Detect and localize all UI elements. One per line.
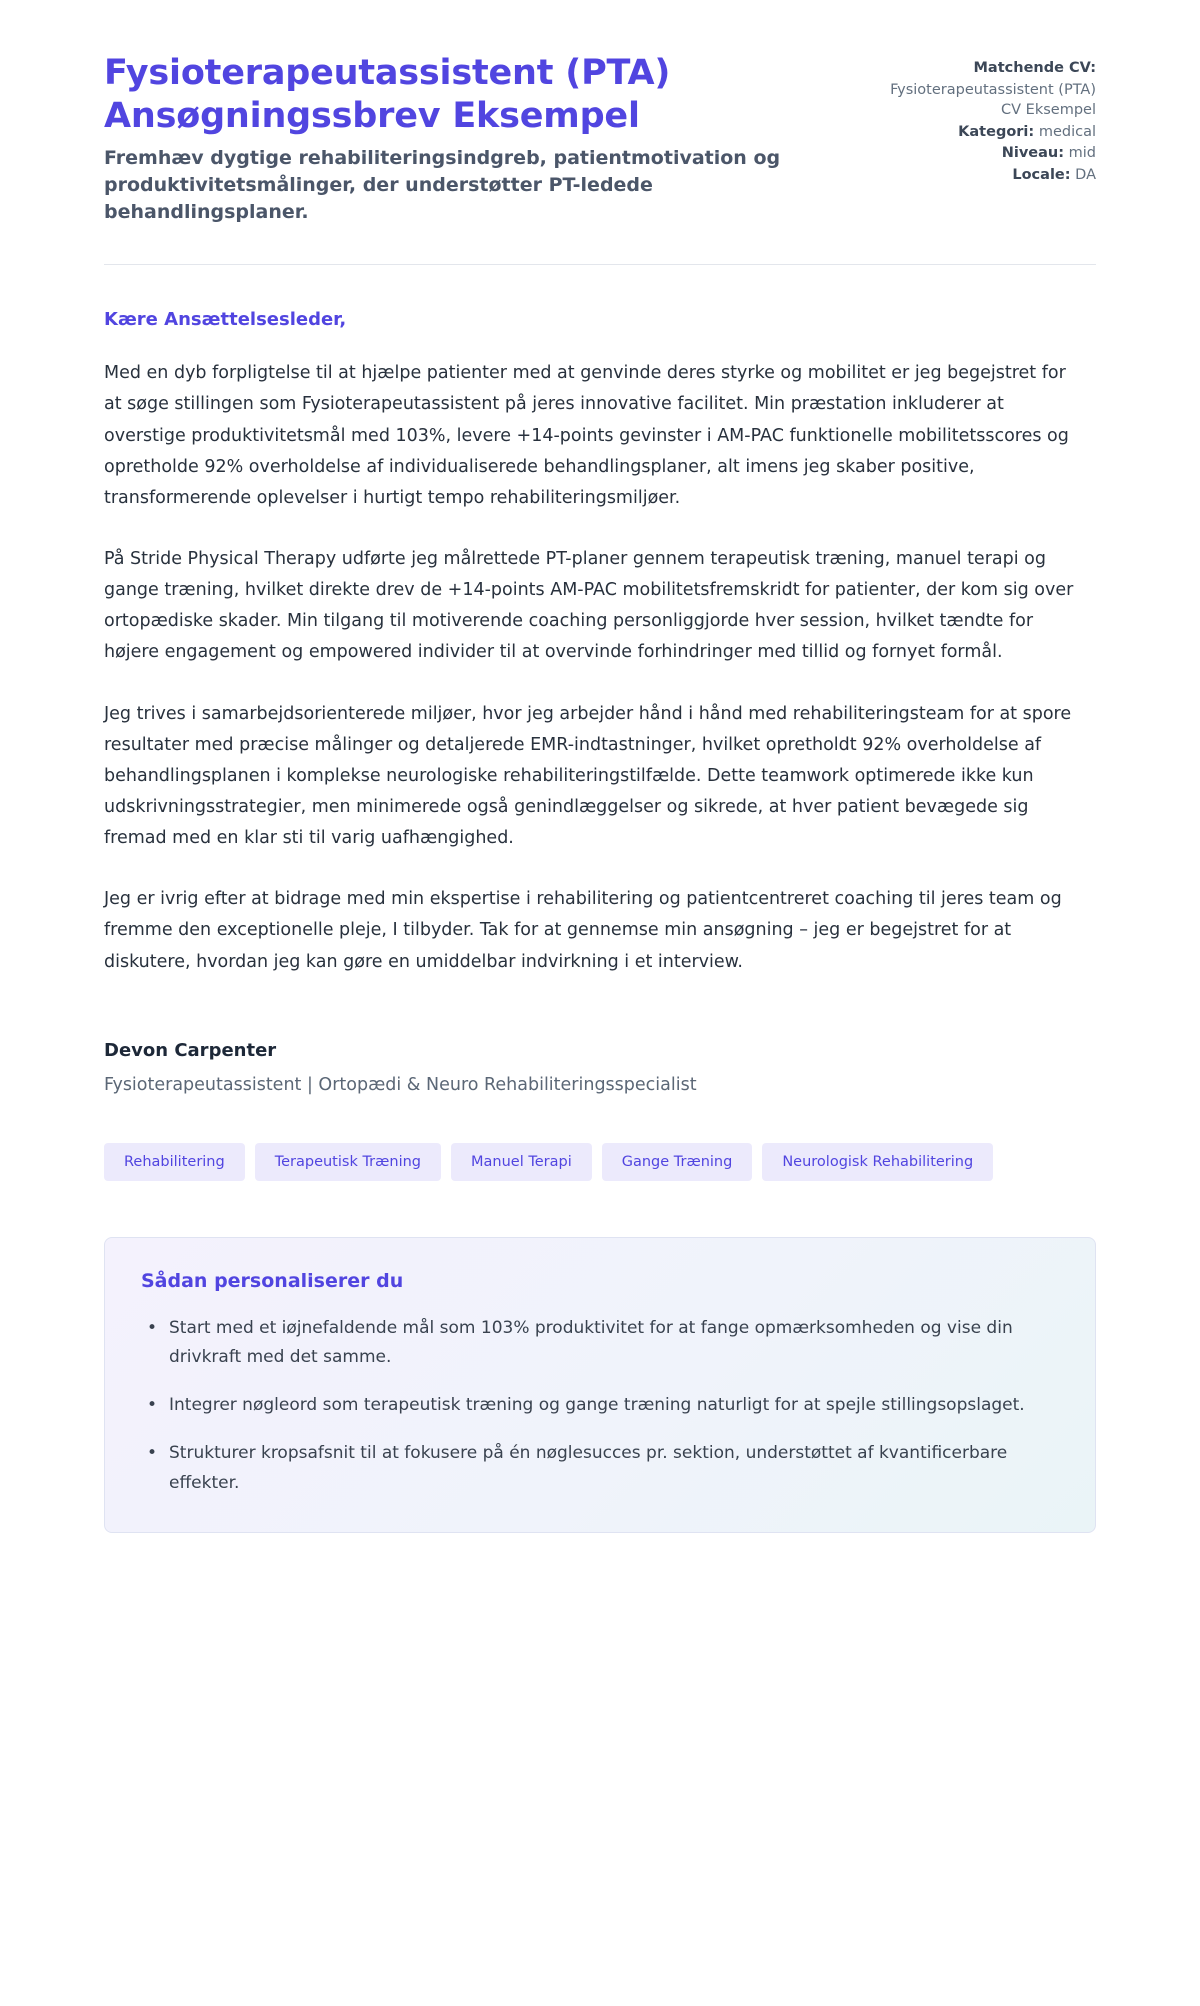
meta-level-value: mid (1068, 145, 1096, 162)
letter-paragraph-3: Jeg trives i samarbejdsorienterede miljøer, hvor jeg arbejder hånd i hånd med rehabiliteringsteam for at spore resultater med præcise målinger og detaljerede EMR-indtastninger, hvilket opretholdt 92% overholdelse af behandlingsplanen i komplekse neurologiske rehabiliteringstilfælde. Dette teamwork optimerede ikke kun udskrivningsstrategier, men minimerede også genindlæggelser og sikrede, at hver patient bevægede sig fremad med en klar sti til varig uafhængighed. (104, 703, 1072, 849)
signature-block (104, 1040, 1096, 1095)
tip-list-item: • Start med et iøjnefaldende mål som 103% produktivitet for at fange opmærksomheden og vise din drivkraft med det samme. (165, 1314, 1059, 1374)
meta-locale-value: DA (1075, 166, 1096, 183)
tip-box-title: Sådan personaliserer du (141, 1269, 404, 1292)
letter-paragraph-2: På Stride Physical Therapy udførte jeg målrettede PT-planer gennem terapeutisk træning, manuel terapi og gange træning, hvilket direkte drev de +14-points AM-PAC mobilitetsfremskridt for patienter, der kom sig over ortopædiske skader. Min tilgang til motiverende coaching personliggjorde hver session, hvilket tændte for højere engagement og empowered individer til at overvinde forhindringer med tillid og fornyet formål. (104, 548, 1074, 663)
tag-item[interactable]: Rehabilitering (104, 1143, 245, 1181)
meta-matching-cv (876, 58, 1096, 79)
salutation: Kære Ansættelsesleder, (104, 309, 347, 331)
meta-locale (876, 165, 1096, 186)
meta-category-value: medical (1038, 123, 1096, 140)
meta-level (876, 143, 1096, 164)
tag-item[interactable]: Gange Træning (602, 1143, 753, 1181)
tip-list-item: • Integrer nøgleord som terapeutisk træning og gange træning naturligt for at spejle stillingsopslaget. (165, 1391, 1059, 1421)
letter-body (104, 265, 1096, 977)
meta-category (876, 122, 1096, 143)
tag-item[interactable]: Terapeutisk Træning (255, 1143, 441, 1181)
meta-matching-cv-label: Matchende CV: (973, 60, 1096, 76)
tip-list-item: • Strukturer kropsafsnit til at fokusere på én nøglesucces pr. sektion, understøttet af kvantificerbare effekter. (165, 1439, 1059, 1499)
tag-item[interactable]: Manuel Terapi (451, 1143, 592, 1181)
meta-locale-label: Locale: (1012, 166, 1071, 183)
letter-paragraph-4: Jeg er ivrig efter at bidrage med min ekspertise i rehabilitering og patientcentreret coaching til jeres team og fremme den exceptionelle pleje, I tilbyder. Tak for at gennemse min ansøgning – jeg er begejstret for at diskutere, hvordan jeg kan gøre en umiddelbar indvirkning i et interview. (104, 889, 1062, 972)
document-header (104, 52, 1096, 226)
header-left-block (104, 52, 824, 226)
meta-matching-cv-value-row (876, 80, 1096, 121)
meta-category-label: Kategori: (958, 123, 1035, 140)
tag-list (104, 1143, 1096, 1181)
signature-role: Fysioterapeutassistent | Ortopædi & Neuro Rehabiliteringsspecialist (104, 1074, 697, 1095)
tip-box-list (141, 1314, 1059, 1499)
letter-paragraph-1: Med en dyb forpligtelse til at hjælpe patienter med at genvinde deres styrke og mobilitet er jeg begejstret for at søge stillingen som Fysioterapeutassistent på jeres innovative facilitet. Min præstation inkluderer at overstige produktivitetsmål med 103%, levere +14-points gevinster i AM-PAC funktionelle mobilitetsscores og opretholde 92% overholdelse af individualiserede behandlingsplaner, alt imens jeg skaber positive, transformerende oplevelser i hurtigt tempo rehabiliteringsmiljøer. (104, 363, 1069, 508)
personalization-tip-box (104, 1237, 1096, 1534)
header-metadata (876, 52, 1096, 186)
tag-item[interactable]: Neurologisk Rehabilitering (762, 1143, 993, 1181)
signature-name: Devon Carpenter (104, 1039, 277, 1061)
meta-level-label: Niveau: (1001, 145, 1065, 162)
page-subtitle: Fremhæv dygtige rehabiliteringsindgreb, patientmotivation og produktivitetsmålinger, der understøtter PT-ledede behandlingsplaner. (104, 147, 781, 224)
page-title: Fysioterapeutassistent (PTA) Ansøgningssbrev Eksempel (104, 53, 671, 136)
meta-matching-cv-value: Fysioterapeutassistent (PTA) CV Eksempel (890, 81, 1096, 119)
